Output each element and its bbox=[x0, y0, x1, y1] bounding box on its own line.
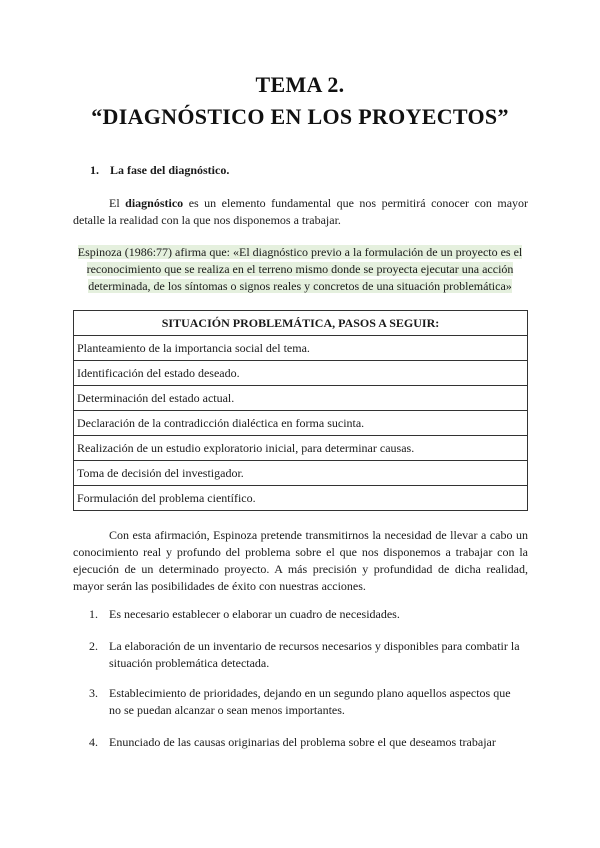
table-cell: Declaración de la contradicción dialéctica en forma sucinta. bbox=[74, 411, 528, 436]
list-item-text: Establecimiento de prioridades, dejando en un segundo plano aquellos aspectos que no se puedan alcanzar o sean menos importantes. bbox=[109, 686, 511, 717]
intro-prefix: El bbox=[109, 196, 120, 210]
table-cell: Toma de decisión del investigador. bbox=[74, 461, 528, 486]
table-cell: Determinación del estado actual. bbox=[74, 386, 528, 411]
table-row bbox=[74, 336, 528, 361]
problem-steps-table bbox=[73, 310, 528, 511]
table-cell: Formulación del problema científico. bbox=[74, 486, 528, 511]
table-header: SITUACIÓN PROBLEMÁTICA, PASOS A SEGUIR: bbox=[74, 311, 528, 336]
intro-rest: es un elemento fundamental que nos permitirá conocer con mayor detalle la realidad con la que nos disponemos a trabajar. bbox=[73, 196, 529, 227]
list-item-number: 3. bbox=[89, 686, 98, 700]
intro-bold-word: diagnóstico bbox=[125, 196, 184, 210]
table-row bbox=[74, 386, 528, 411]
quote-block bbox=[74, 244, 526, 295]
list-item-number: 2. bbox=[89, 639, 98, 653]
list-item-text: Enunciado de las causas originarias del problema sobre el que deseamos trabajar bbox=[109, 735, 496, 749]
title-line-2: “DIAGNÓSTICO EN LOS PROYECTOS” bbox=[91, 104, 509, 129]
section-heading bbox=[90, 163, 229, 178]
section-heading-text: La fase del diagnóstico. bbox=[110, 163, 230, 177]
table-cell: Identificación del estado deseado. bbox=[74, 361, 528, 386]
after-paragraph bbox=[73, 527, 528, 595]
list-item-number: 1. bbox=[89, 607, 98, 621]
title-line-1: TEMA 2. bbox=[255, 72, 345, 97]
table-cell: Planteamiento de la importancia social del tema. bbox=[74, 336, 528, 361]
table-row bbox=[74, 411, 528, 436]
table-row bbox=[74, 361, 528, 386]
list-item-text: Es necesario establecer o elaborar un cuadro de necesidades. bbox=[109, 607, 400, 621]
table-cell: Realización de un estudio exploratorio inicial, para determinar causas. bbox=[74, 436, 528, 461]
table-row bbox=[74, 486, 528, 511]
table-row bbox=[74, 436, 528, 461]
quote-text: Espinoza (1986:77) afirma que: «El diagnóstico previo a la formulación de un proyecto es el reconocimiento que se realiza en el terreno mismo donde se proyecta ejecutar una acción determinada, de los síntomas o signos reales y concretos de una situación problemática» bbox=[77, 245, 523, 293]
list-item-number: 4. bbox=[89, 735, 98, 749]
table-row bbox=[74, 461, 528, 486]
section-number: 1. bbox=[90, 163, 99, 177]
list-item-text: La elaboración de un inventario de recursos necesarios y disponibles para combatir la situación problemática detectada. bbox=[109, 639, 520, 670]
after-paragraph-text: Con esta afirmación, Espinoza pretende transmitirnos la necesidad de llevar a cabo un conocimiento real y profundo del problema sobre el que nos disponemos a trabajar con la ejecución de un determinado proyecto. A más precisión y profundidad de dicha realidad, mayor serán las posibilidades de éxito con nuestras acciones. bbox=[73, 528, 528, 593]
intro-paragraph bbox=[73, 195, 528, 229]
